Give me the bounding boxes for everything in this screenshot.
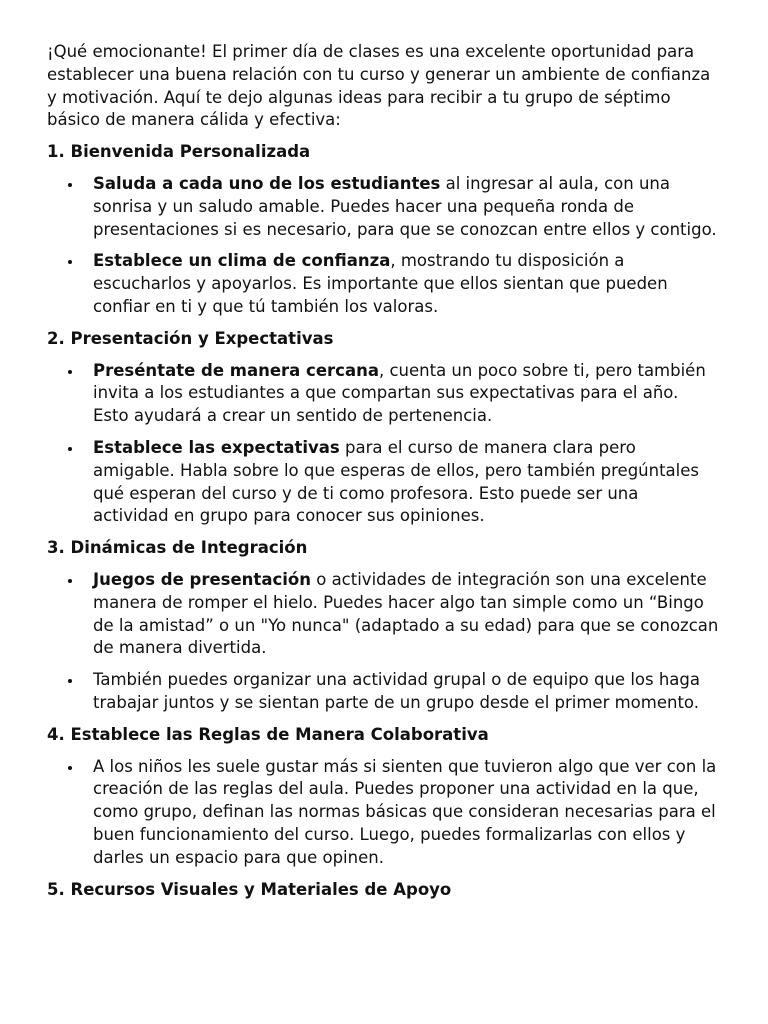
- section-2-list: [47, 360, 728, 529]
- bullet-icon: [68, 679, 72, 683]
- item-bold-text: Preséntate de manera cercana: [93, 360, 379, 380]
- item-text: al ingresar al aula, con una sonrisa y un saludo amable. Puedes hacer una pequeña ronda de presentaciones si es necesario, para que se conozcan entre ellos y contigo.: [93, 173, 717, 239]
- list-item: [47, 360, 719, 428]
- item-text: , cuenta un poco sobre ti, pero también invita a los estudiantes a que compartan sus expectativas para el año. Esto ayudará a crear un sentido de pertenencia.: [93, 360, 706, 426]
- list-item: [47, 669, 719, 715]
- bullet-icon: [68, 183, 72, 187]
- list-item: [47, 173, 719, 241]
- bullet-icon: [68, 260, 72, 264]
- item-text: A los niños les suele gustar más si sienten que tuvieron algo que ver con la creación de las reglas del aula. Puedes proponer una actividad en la que, como grupo, definan las normas básicas que consideran necesarias para el buen funcionamiento del curso. Luego, puedes formalizarlas con ellos y darles un espacio para que opinen.: [93, 756, 717, 867]
- intro-paragraph: ¡Qué emocionante! El primer día de clases es una excelente oportunidad para establecer una buena relación con tu curso y generar un ambiente de confianza y motivación. Aquí te dejo algunas ideas para recibir a tu grupo de séptimo básico de manera cálida y efectiva:: [47, 42, 711, 130]
- list-item: [47, 756, 719, 870]
- item-bold-text: Saluda a cada uno de los estudiantes: [93, 173, 441, 193]
- item-text: para el curso de manera clara pero amigable. Habla sobre lo que esperas de ellos, pero también pregúntales qué esperan del curso y de ti como profesora. Esto puede ser una actividad en grupo para conocer sus opiniones.: [93, 437, 699, 526]
- list-item: [47, 250, 719, 318]
- bullet-icon: [68, 370, 72, 374]
- list-item: [47, 569, 719, 660]
- item-text: , mostrando tu disposición a escucharlos y apoyarlos. Es importante que ellos sientan que pueden confiar en ti y que tú también los valoras.: [93, 251, 668, 316]
- section-1-list: [47, 173, 728, 319]
- section-3-list: [47, 569, 728, 715]
- bullet-icon: [68, 766, 72, 770]
- item-bold-text: Juegos de presentación: [93, 569, 311, 589]
- item-bold-text: Establece un clima de confianza: [93, 251, 391, 271]
- bullet-icon: [68, 579, 72, 583]
- section-heading-2: 2. Presentación y Expectativas: [47, 328, 334, 348]
- section-heading-4: 4. Establece las Reglas de Manera Colaborativa: [47, 724, 489, 744]
- bullet-icon: [68, 447, 72, 451]
- list-item: [47, 437, 719, 528]
- item-text: También puedes organizar una actividad grupal o de equipo que los haga trabajar juntos y se sientan parte de un grupo desde el primer momento.: [93, 670, 700, 712]
- item-text: o actividades de integración son una excelente manera de romper el hielo. Puedes hacer algo tan simple como un “Bingo de la amistad” o un "Yo nunca" (adaptado a su edad) para que se conozcan de manera divertida.: [93, 569, 719, 658]
- section-heading-5: 5. Recursos Visuales y Materiales de Apoyo: [47, 879, 452, 899]
- item-bold-text: Establece las expectativas: [93, 437, 340, 457]
- section-4-list: [47, 756, 728, 870]
- section-heading-1: 1. Bienvenida Personalizada: [47, 142, 311, 162]
- section-heading-3: 3. Dinámicas de Integración: [47, 538, 308, 558]
